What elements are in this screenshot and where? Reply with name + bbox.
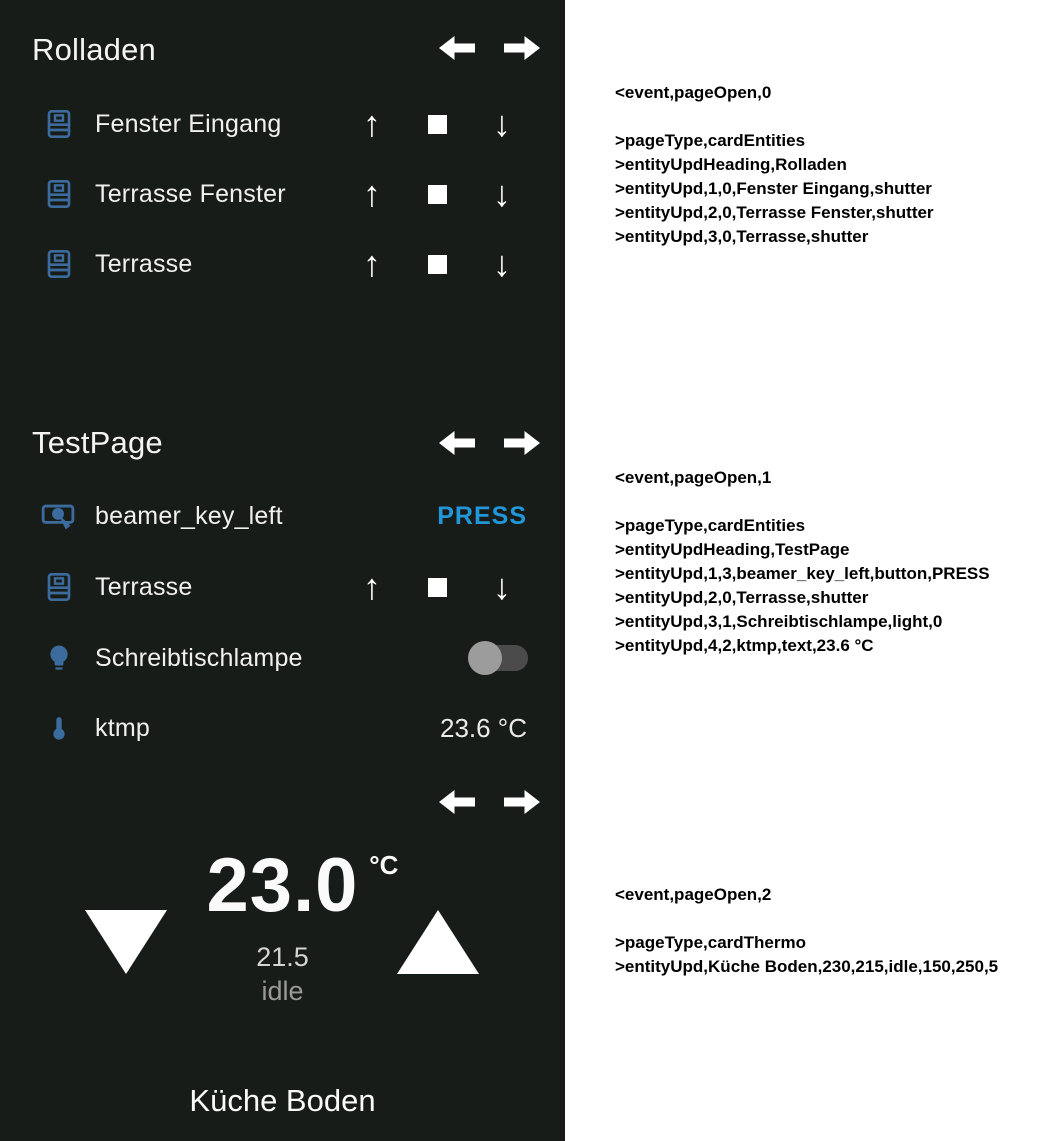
protocol-block-page1 — [615, 466, 990, 658]
shutter-up-button[interactable]: ↑ — [363, 103, 381, 144]
annotation-line: >entityUpdHeading,Rolladen — [615, 155, 847, 174]
thermometer-icon — [46, 712, 72, 744]
page-prev-button[interactable] — [437, 428, 475, 458]
annotation-line: >entityUpd,1,3,beamer_key_left,button,PRESS — [615, 564, 990, 583]
arrow-left-icon — [437, 428, 475, 458]
entity-row — [0, 703, 565, 753]
temperature-unit: °C — [369, 850, 399, 880]
arrow-right-icon — [504, 33, 542, 63]
entity-label: ktmp — [95, 714, 150, 742]
window-shutter-icon — [43, 178, 75, 210]
window-shutter-icon — [43, 108, 75, 140]
arrow-right-icon — [504, 787, 542, 817]
annotation-line — [615, 105, 934, 129]
shutter-stop-button[interactable] — [420, 99, 456, 149]
annotation-line: <event,pageOpen,0 — [615, 83, 772, 102]
annotation-line: >pageType,cardEntities — [615, 516, 806, 535]
annotation-line: <event,pageOpen,1 — [615, 468, 772, 487]
shutter-down-button[interactable]: ↓ — [493, 173, 511, 214]
annotation-line: >entityUpd,3,1,Schreibtischlampe,light,0 — [615, 612, 943, 631]
page-next-button[interactable] — [504, 428, 542, 458]
annotation-line — [615, 907, 998, 931]
annotation-line: >pageType,cardThermo — [615, 933, 806, 952]
entity-label: Schreibtischlampe — [95, 644, 303, 672]
entity-row — [0, 633, 565, 683]
entity-row — [0, 562, 565, 612]
annotation-line: >entityUpd,2,0,Terrasse Fenster,shutter — [615, 203, 934, 222]
target-temperature: 21.5 — [256, 942, 309, 972]
annotation-line: >entityUpd,4,2,ktmp,text,23.6 °C — [615, 636, 874, 655]
press-button[interactable]: PRESS — [437, 502, 527, 530]
entity-label: Terrasse — [95, 250, 193, 278]
annotation-line: >entityUpd,3,0,Terrasse,shutter — [615, 227, 869, 246]
arrow-left-icon — [437, 33, 475, 63]
light-toggle[interactable] — [468, 641, 530, 675]
entity-label: Terrasse Fenster — [95, 180, 286, 208]
annotation-line: >entityUpdHeading,TestPage — [615, 540, 850, 559]
protocol-block-page0 — [615, 81, 934, 249]
page-next-button[interactable] — [504, 787, 542, 817]
shutter-down-button[interactable]: ↓ — [493, 243, 511, 284]
toggle-knob — [468, 641, 502, 675]
gesture-tap-button-icon — [41, 499, 75, 533]
stop-square-icon — [428, 115, 447, 134]
arrow-right-icon — [504, 428, 542, 458]
card-heading-testpage: TestPage — [32, 425, 163, 460]
annotation-line: <event,pageOpen,2 — [615, 885, 772, 904]
entity-label: Fenster Eingang — [95, 110, 282, 138]
annotation-line: >entityUpd,2,0,Terrasse,shutter — [615, 588, 869, 607]
shutter-down-button[interactable]: ↓ — [493, 566, 511, 607]
page-next-button[interactable] — [504, 33, 542, 63]
annotation-line: >entityUpd,Küche Boden,230,215,idle,150,250,5 — [615, 957, 999, 976]
arrow-left-icon — [437, 787, 475, 817]
page-prev-button[interactable] — [437, 33, 475, 63]
protocol-block-page2 — [615, 883, 998, 979]
entity-row — [0, 491, 565, 541]
annotation-line: >pageType,cardEntities — [615, 131, 806, 150]
entity-row — [0, 99, 565, 149]
annotation-line: >entityUpd,1,0,Fenster Eingang,shutter — [615, 179, 932, 198]
entity-label: Terrasse — [95, 573, 193, 601]
shutter-down-button[interactable]: ↓ — [493, 103, 511, 144]
shutter-stop-button[interactable] — [420, 562, 456, 612]
hvac-state: idle — [261, 976, 304, 1006]
annotation-line — [615, 490, 990, 514]
thermostat-name: Küche Boden — [189, 1083, 376, 1118]
stop-square-icon — [428, 578, 447, 597]
window-shutter-icon — [43, 571, 75, 603]
entity-value: 23.6 °C — [439, 713, 527, 743]
page-prev-button[interactable] — [437, 787, 475, 817]
shutter-stop-button[interactable] — [420, 169, 456, 219]
stop-square-icon — [428, 185, 447, 204]
shutter-up-button[interactable]: ↑ — [363, 173, 381, 214]
stop-square-icon — [428, 255, 447, 274]
shutter-stop-button[interactable] — [420, 239, 456, 289]
current-temperature-value: 23.0 — [206, 843, 359, 928]
shutter-up-button[interactable]: ↑ — [363, 566, 381, 607]
entity-row — [0, 239, 565, 289]
card-heading-rolladen: Rolladen — [32, 32, 156, 67]
shutter-up-button[interactable]: ↑ — [363, 243, 381, 284]
window-shutter-icon — [43, 248, 75, 280]
lightbulb-icon — [44, 643, 74, 673]
entity-row — [0, 169, 565, 219]
entity-label: beamer_key_left — [95, 502, 283, 530]
